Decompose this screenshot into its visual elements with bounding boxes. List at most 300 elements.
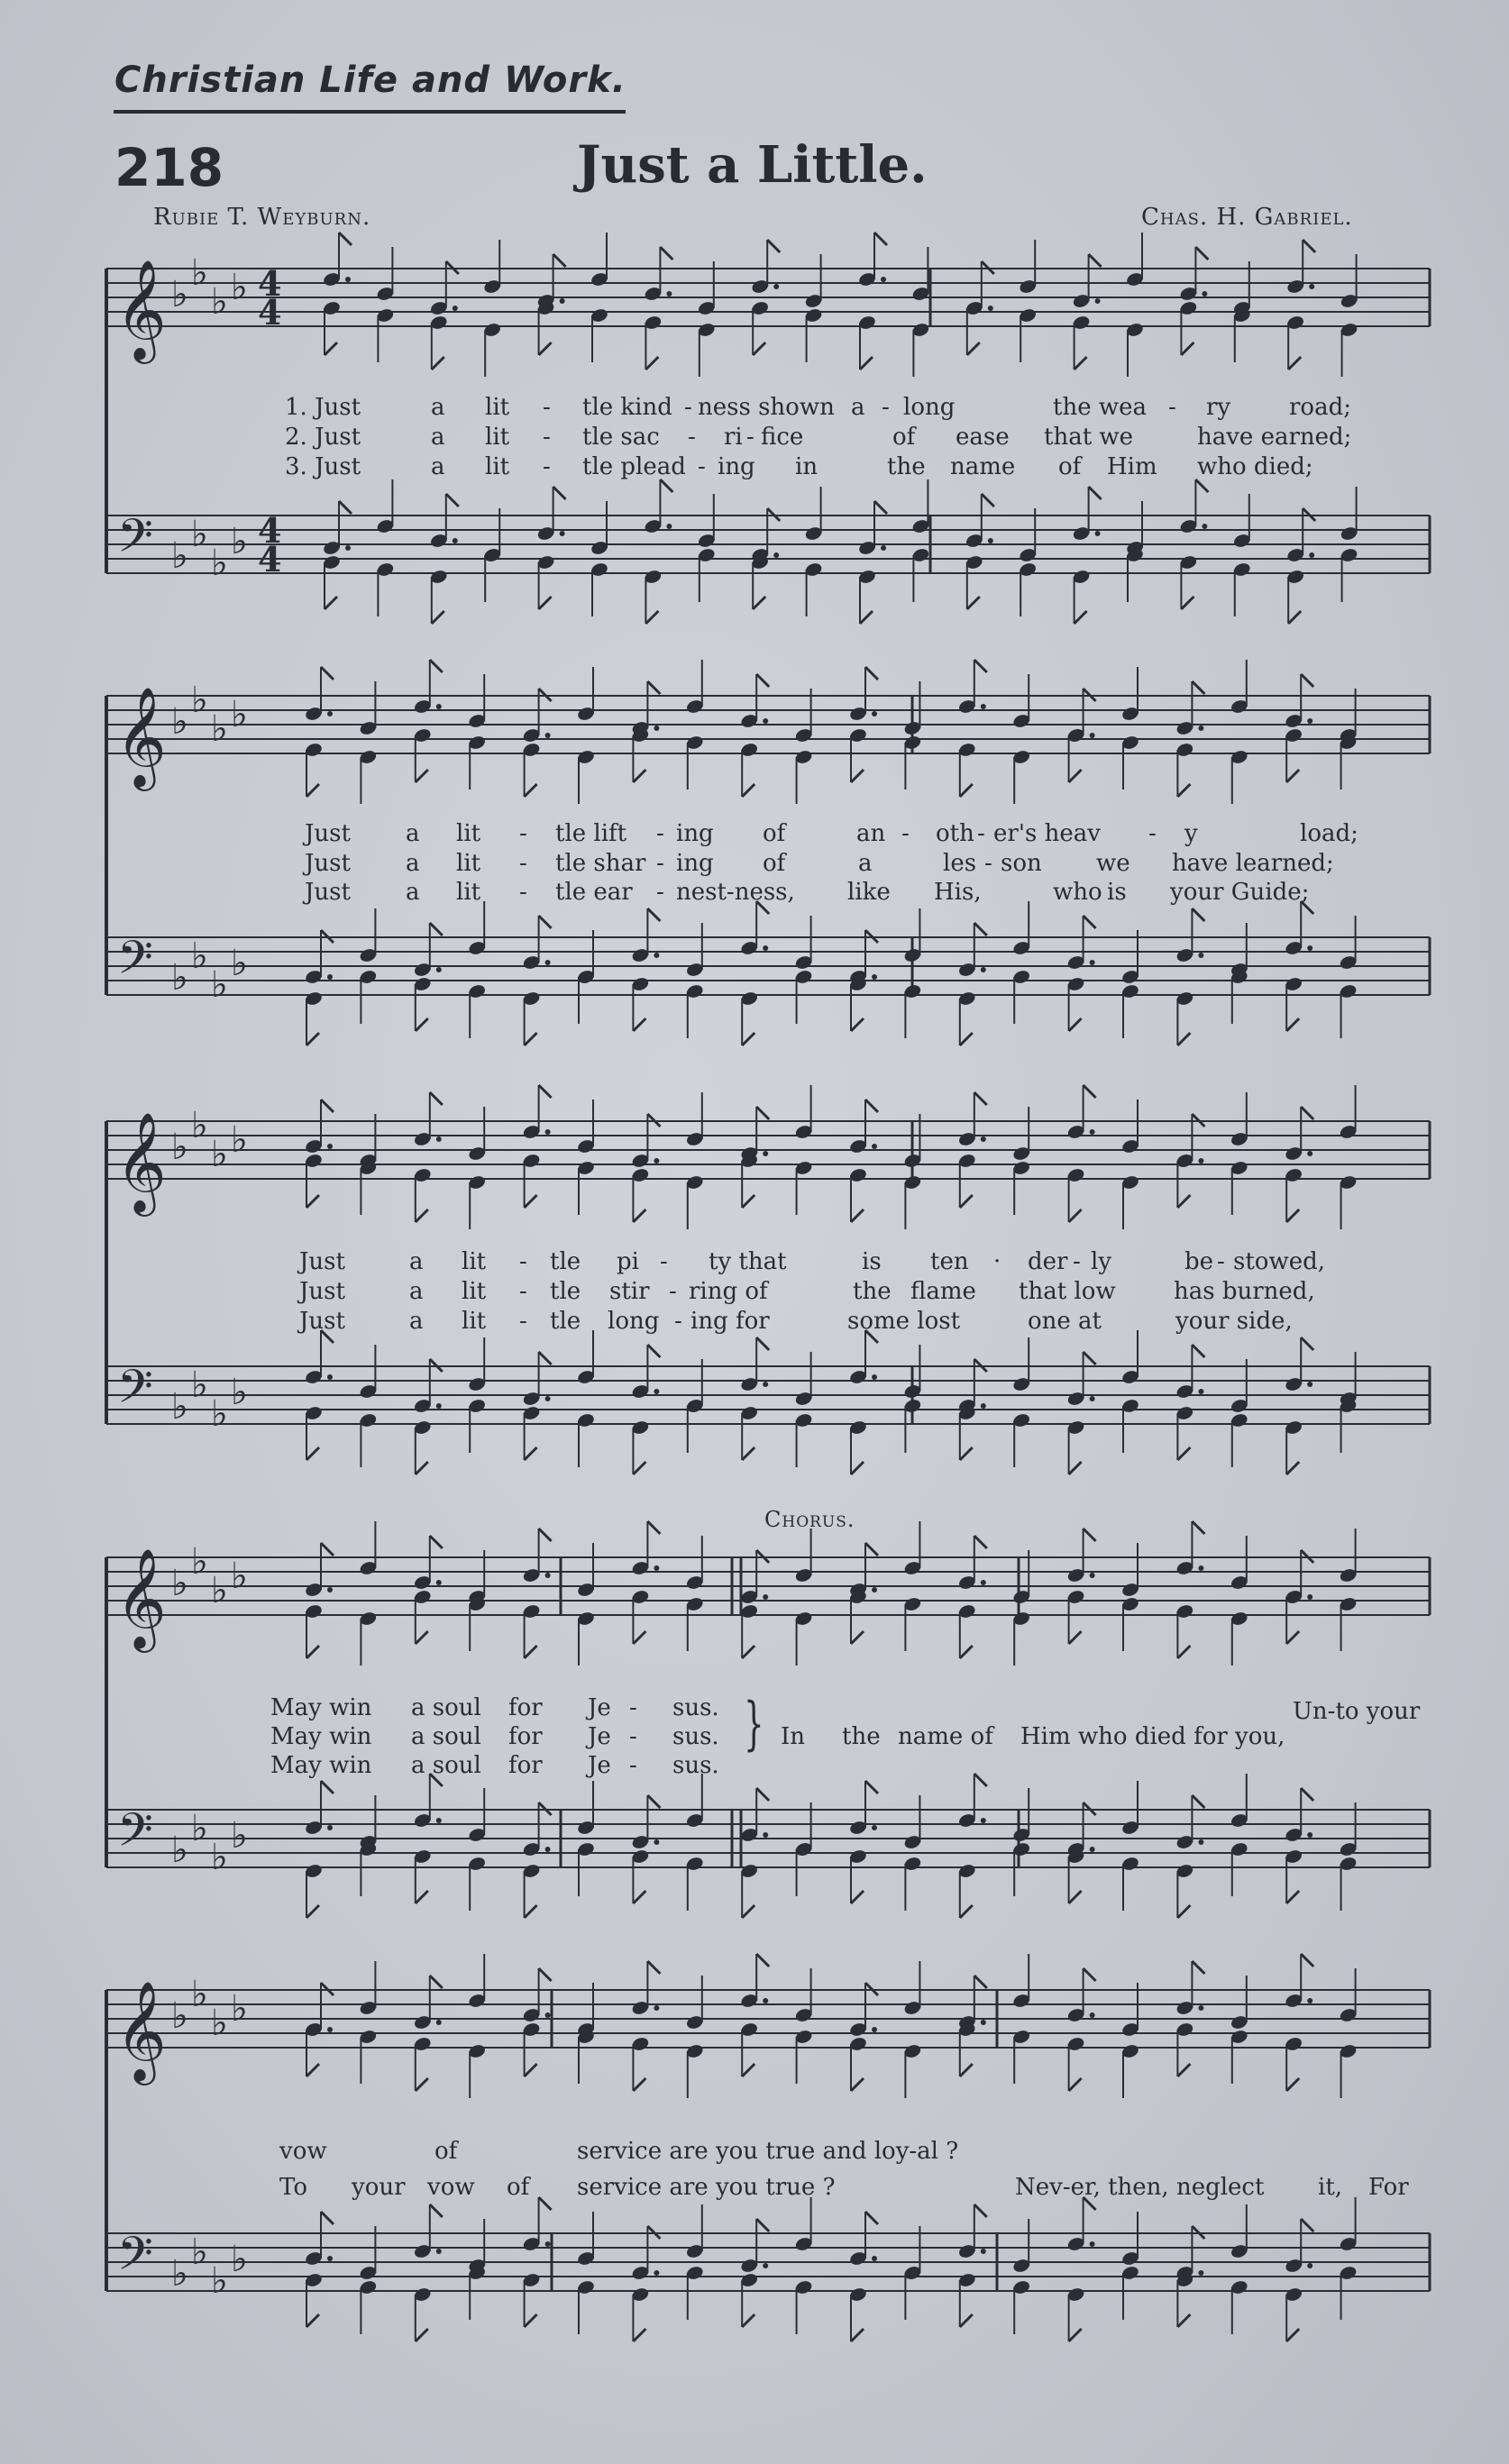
flat-sign-icon: ♭ [231,1372,248,1413]
lyric-syllable: we [1096,850,1130,877]
flat-sign-icon: ♭ [211,2003,228,2044]
treble-clef-icon: 𝄞 [115,1980,167,2081]
note-flag [865,667,878,680]
lyric-syllable: have learned; [1172,850,1334,877]
flat-sign-icon: ♭ [191,1974,208,2015]
lyric-syllable: der [1028,1248,1068,1275]
flat-sign-icon: ♭ [231,694,248,735]
lyric-syllable: tle plead [582,453,686,480]
note-flag [430,1536,443,1548]
lyric-syllable: ri [724,424,743,451]
note-flag [1303,240,1315,252]
lyric-syllable: flame [910,1278,976,1305]
lyric-syllable: - [977,820,985,847]
lyric-syllable: long [903,394,956,421]
lyric-syllable: ty that [709,1248,787,1275]
flat-sign-icon: ♭ [211,543,228,584]
lyric-syllable: of [434,2138,458,2165]
note-flag [1192,681,1204,694]
lyric-syllable: lit [485,453,510,480]
note-flag [633,1462,645,1474]
note-flag [306,1033,319,1045]
dot [763,1832,768,1838]
flat-sign-icon: ♭ [191,1364,208,1406]
dot [1198,1839,1203,1845]
note-flag [1286,2078,1299,2091]
lyric-syllable: oth [936,820,974,847]
lyric-syllable: of [1058,453,1082,480]
lyric-syllable: - [882,394,890,421]
bass-clef-icon: 𝄢 [117,1359,153,1425]
dot [654,2270,659,2276]
note-flag [756,1337,769,1350]
lyric-syllable: who [1053,879,1102,906]
note-flag [756,674,769,687]
lyric-syllable: one at [1028,1308,1102,1335]
note-flag [960,1905,973,1918]
note-flag [960,1033,973,1045]
lyric-syllable: in [795,453,819,480]
note-flag [539,2197,552,2210]
dot [872,2027,877,2032]
flat-sign-icon: ♭ [171,1830,188,1871]
flat-sign-icon: ♭ [171,1995,188,2037]
note-flag [865,1100,878,1112]
note-flag [974,1092,987,1105]
note-flag [1288,611,1301,624]
lyric-syllable: of [763,850,786,877]
dot [988,538,993,543]
note-flag [432,611,444,624]
flat-sign-icon: ♭ [231,521,248,562]
lyric-syllable: Just [305,879,351,906]
note-flag [974,1774,987,1786]
dot [1090,1396,1095,1401]
lyric-syllable: a [409,1308,424,1335]
note-flag [525,1905,537,1918]
flat-sign-icon: ♭ [171,274,188,315]
dot [763,1594,768,1600]
note-flag [1069,2329,1082,2341]
note-flag [967,597,980,609]
dot [654,1565,659,1571]
lyric-syllable: has burned, [1174,1278,1315,1305]
lyric-syllable: stowed, [1233,1248,1325,1275]
verse-brace: } [744,1691,764,1757]
note-flag [339,501,352,514]
dot [545,960,551,965]
lyric-syllable: - [984,850,992,877]
lyric-syllable: - [519,1248,527,1275]
note-flag [321,2212,334,2224]
dot [560,531,565,536]
note-flag [525,1033,537,1045]
lyric-syllable: name of [898,1723,993,1750]
note-flag [1069,1891,1082,1903]
lyric-syllable: - [1217,1248,1225,1275]
note-flag [321,667,334,680]
flat-sign-icon: ♭ [211,1134,228,1175]
dot [545,1396,551,1401]
lyric-syllable: - [656,879,664,906]
dot [981,2249,986,2254]
note-flag [525,1646,537,1658]
composer-credit: Chas. H. Gabriel. [1141,204,1353,231]
lyric-syllable: your Guide; [1170,879,1310,906]
lyric-syllable: Je [588,1694,611,1721]
lyric-syllable: - [656,850,664,877]
note-flag [1084,1085,1096,1098]
flat-sign-icon: ♭ [191,1808,208,1849]
lyric-syllable: - [1168,394,1176,421]
dot [1198,953,1203,958]
lyric-syllable: lit [485,394,510,421]
note-flag [1181,342,1193,355]
dot [872,2256,877,2261]
note-flag [633,1018,645,1031]
lyric-syllable: tle ear [555,879,633,906]
note-flag [865,2212,878,2224]
lyric-syllable: lit [456,850,481,877]
lyric-syllable: some lost [847,1308,961,1335]
dot [763,1998,768,2003]
dot [453,306,458,311]
dot [1307,2263,1312,2268]
note-flag [1195,247,1208,260]
lyric-syllable: the [853,1278,892,1305]
lyric-syllable: a [431,453,445,480]
note-flag [416,1209,428,1222]
note-flag [553,254,566,267]
lyric-syllable: load; [1300,820,1358,847]
lyric-syllable: - [519,820,527,847]
flat-sign-icon: ♭ [171,2253,188,2295]
lyric-syllable: a soul [411,1752,481,1779]
note-flag [1084,1529,1096,1541]
dot [1202,524,1207,529]
lyric-syllable: sus. [672,1723,719,1750]
note-flag [321,1543,334,1556]
lyric-syllable: a [409,1278,424,1305]
note-flag [960,1195,973,1208]
lyric-syllable: ly [1091,1248,1112,1275]
note-flag [1192,1795,1204,1808]
dot [1198,1389,1203,1394]
note-flag [860,611,873,624]
treble-clef-icon: 𝄞 [115,1111,167,1212]
note-flag [1177,2314,1190,2327]
note-flag [1301,1107,1313,1119]
lyric-syllable: have earned; [1197,424,1352,451]
note-flag [756,2219,769,2231]
dot [1198,2270,1203,2276]
lyric-syllable: - [629,1752,637,1779]
note-flag [416,2329,428,2341]
flat-sign-icon: ♭ [231,1988,248,2030]
lyric-syllable: les [943,850,977,877]
note-flag [851,2078,864,2091]
note-flag [1177,1195,1190,1208]
note-flag [1286,1462,1299,1474]
lyric-syllable: er's heav [993,820,1101,847]
time-signature-top: 4 [258,510,282,551]
note-flag [1192,1961,1204,1974]
note-flag [851,1891,864,1903]
time-signature-bottom: 4 [258,539,282,579]
dot [436,704,442,709]
note-flag [960,2064,973,2076]
note-flag [851,770,864,782]
note-flag [430,1092,443,1105]
lyric-syllable: your [352,2174,406,2201]
note-flag [1288,357,1301,370]
note-flag [539,342,552,355]
lyric-syllable: fice [761,424,804,451]
lyric-syllable: 3. Just [285,453,361,480]
flat-sign-icon: ♭ [171,957,188,999]
note-flag [539,1352,552,1364]
note-flag [1069,2078,1082,2091]
dot [654,953,659,958]
note-flag [742,2064,754,2076]
lyric-syllable: Just [299,1278,345,1305]
note-flag [851,1462,864,1474]
dot [1198,1158,1203,1164]
dot [327,2256,333,2261]
note-flag [645,611,658,624]
dot [436,2249,442,2254]
note-flag [539,1968,552,1981]
note-flag [1195,479,1208,492]
lyric-syllable: ten [930,1248,969,1275]
lyric-syllable: ness shown [698,394,835,421]
note-flag [647,681,660,694]
flat-sign-icon: ♭ [211,1393,228,1435]
lyric-syllable: His, [934,879,982,906]
dot [872,711,877,716]
treble-clef-icon: 𝄞 [115,1547,167,1648]
dot [1198,2005,1203,2011]
lyric-syllable: be [1184,1248,1214,1275]
note-flag [974,923,987,935]
lyric-syllable: In [781,1723,806,1750]
lyric-syllable: May win [270,1752,372,1779]
lyric-syllable: your side, [1175,1308,1293,1335]
lyric-syllable: y [1184,820,1198,847]
lyric-syllable: May win [270,1723,372,1750]
dot [545,2012,551,2018]
flat-sign-icon: ♭ [211,2260,228,2302]
flat-sign-icon: ♭ [191,680,208,721]
note-flag [430,2204,443,2217]
lyric-syllable: Je [588,1752,611,1779]
flat-sign-icon: ♭ [211,1837,228,1878]
note-flag [974,2204,987,2217]
lyric-syllable: for [508,1723,543,1750]
dot [436,1403,442,1409]
note-flag [742,2314,754,2327]
lyric-syllable: lit [462,1248,487,1275]
note-flag [1069,1018,1082,1031]
note-flag [1069,1462,1082,1474]
dot [763,1151,768,1156]
flat-sign-icon: ♭ [231,1556,248,1597]
note-flag [321,1781,334,1793]
note-flag [416,1631,428,1644]
flat-sign-icon: ♭ [211,964,228,1006]
note-flag [974,1976,987,1988]
note-flag [960,784,973,797]
lyric-syllable: a [406,820,420,847]
lyric-syllable: - [660,1248,668,1275]
dot [1090,1847,1095,1852]
dot [436,1136,442,1142]
lyric-syllable: - [543,453,551,480]
lyric-syllable: ry [1206,394,1231,421]
treble-clef-icon: 𝄞 [115,686,167,787]
lyric-syllable: Nev-er, then, neglect [1015,2174,1265,2201]
dot [654,2005,659,2011]
dot [763,1382,768,1387]
note-flag [1301,1337,1313,1350]
dot [981,1136,986,1142]
note-flag [1177,2064,1190,2076]
note-flag [1301,2219,1313,2231]
lyric-syllable: ing [718,453,755,480]
note-flag [525,1195,537,1208]
dot [436,967,442,972]
dot [654,1158,659,1164]
lyric-syllable: a [431,394,445,421]
bass-clef-icon: 𝄢 [117,508,153,574]
dot [763,945,768,951]
flat-sign-icon: ♭ [171,535,188,577]
note-flag [1301,1788,1313,1801]
lyric-syllable: nest-ness, [676,879,795,906]
note-flag [742,1447,754,1460]
note-flag [633,2329,645,2341]
lyric-syllable: a [858,850,873,877]
note-flag [1286,1631,1299,1644]
note-flag [525,784,537,797]
note-flag [851,1018,864,1031]
lyric-syllable: Just [305,820,351,847]
note-flag [851,1209,864,1222]
note-flag [647,908,660,921]
dot [981,1818,986,1823]
lyric-syllable: a [406,879,420,906]
note-flag [756,1107,769,1119]
lyric-syllable: pi [617,1248,639,1275]
lyric-syllable: lit [462,1278,487,1305]
lyric-syllable: lit [456,879,481,906]
treble-clef-icon: 𝄞 [115,259,167,360]
flat-sign-icon: ♭ [211,281,228,323]
dot [1090,1573,1095,1578]
note-flag [865,1543,878,1556]
note-flag [1069,770,1082,782]
dot [327,2027,333,2032]
flat-sign-icon: ♭ [191,514,208,555]
dot [1307,718,1312,724]
note-flag [753,597,765,609]
dot [1090,2012,1095,2018]
lyric-syllable: ing for [690,1308,770,1335]
dot [545,1573,551,1578]
flat-sign-icon: ♭ [211,1570,228,1611]
lyric-syllable: tle sac [582,424,660,451]
lyric-syllable: a [409,1248,424,1275]
dot [1307,1832,1312,1838]
note-flag [416,1462,428,1474]
note-flag [525,1447,537,1460]
note-flag [1089,254,1102,267]
lyric-syllable: sus. [672,1752,719,1779]
dot [1090,2241,1095,2247]
flat-sign-icon: ♭ [191,2231,208,2273]
bass-clef-icon: 𝄢 [117,930,153,996]
lyric-syllable: an [856,820,886,847]
note-flag [432,357,444,370]
note-flag [306,1195,319,1208]
lyric-syllable: tle [550,1278,581,1305]
note-flag [874,233,887,245]
note-flag [306,1905,319,1918]
time-signature-top: 4 [258,263,282,304]
note-flag [306,2314,319,2327]
lyric-syllable: is [862,1248,882,1275]
note-flag [647,1795,660,1808]
note-flag [756,1954,769,1967]
lyric-syllable: Un-to your [1293,1698,1421,1725]
note-flag [974,660,987,672]
flat-sign-icon: ♭ [231,943,248,984]
dot [327,711,333,716]
note-flag [1286,770,1299,782]
flat-sign-icon: ♭ [191,1105,208,1146]
dot [1090,1129,1095,1135]
note-flag [539,916,552,928]
lyric-syllable: To [279,2174,307,2201]
note-flag [660,247,672,260]
note-flag [974,1536,987,1548]
lyric-syllable: - [656,820,664,847]
flat-sign-icon: ♭ [231,1815,248,1857]
note-flag [553,487,566,499]
lyric-syllable: sus. [672,1694,719,1721]
note-flag [430,660,443,672]
note-flag [1084,916,1096,928]
lyric-syllable: lit [485,424,510,451]
note-flag [539,597,552,609]
lyric-syllable: - [674,1308,682,1335]
lyric-syllable: Just [299,1308,345,1335]
note-flag [1192,1345,1204,1357]
time-signature-bottom: 4 [258,292,282,333]
lyric-syllable: - [684,394,692,421]
note-flag [960,1646,973,1658]
note-flag [1075,611,1087,624]
lyric-syllable: ease [956,424,1010,451]
note-flag [339,233,352,245]
flat-sign-icon: ♭ [211,708,228,750]
lyric-syllable: - [688,424,696,451]
lyric-syllable: vow [279,2138,327,2165]
note-flag [1286,1209,1299,1222]
dot [654,1389,659,1394]
lyric-syllable: of [763,820,786,847]
dot [872,1374,877,1380]
